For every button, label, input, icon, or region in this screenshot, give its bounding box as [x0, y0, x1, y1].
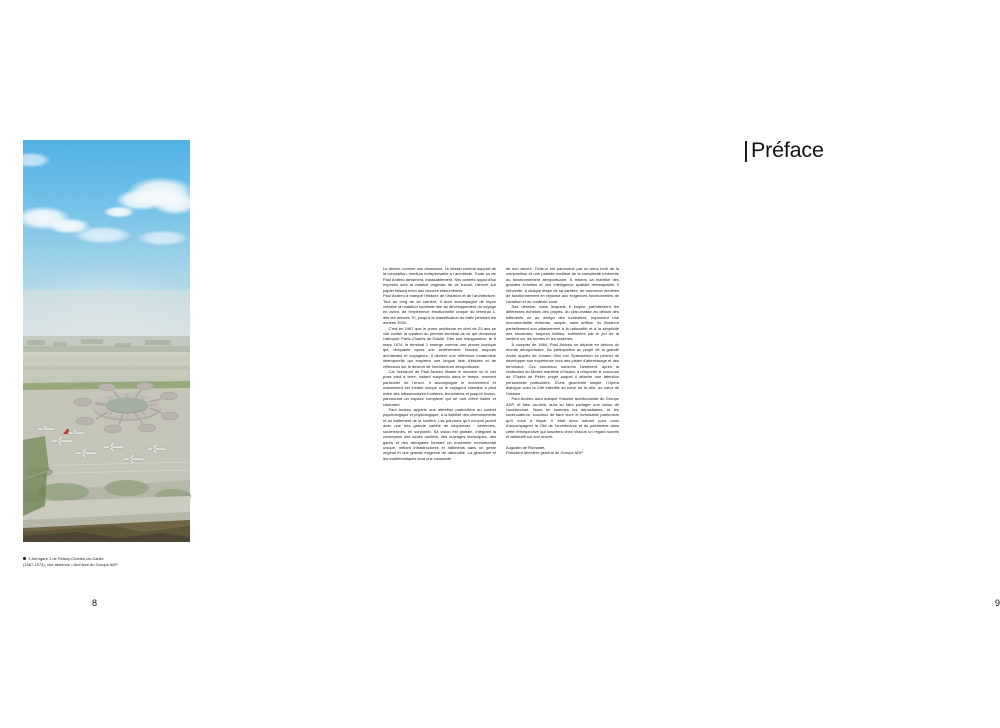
figure-caption [23, 556, 213, 567]
paragraph: Paul Andreu apporte une attention particulière au confort psychologique et physiologique, à la lisibilité des cheminements et au traitement de la lumière. Les parcours qu'il conçoit jouent avec une très grande variété de séquences : aériennes, souterraines, en surplomb. Sa vision est globale, intégrant la conception des accès routiers, des ouvrages techniques, des gares et des aérogares formant un ensemble monumental unique, mêlant infrastructures et bâtiments dans un geste original et une grande exigence de rationalité. La géométrie et les mathématiques sont une constante [383, 406, 496, 461]
page-title-text: Préface [751, 138, 824, 162]
title-rule-icon [745, 141, 747, 162]
aerial-photo-image [23, 140, 190, 542]
caption-bullet-icon [23, 557, 26, 560]
page-title [745, 138, 824, 162]
paragraph: C'est en 1967 que le jeune architecte en chef de 29 ans se voit confier la création du premier terminal de ce qui deviendra l'aéroport Paris-Charles-de-Gaulle. Dès son inauguration, le 8 mars 1974, le terminal 1 émerge comme une œuvre iconique qui, cinquante après son achèvement, fascine toujours architectes et voyageurs. Il devient une référence moderniste intemporelle qui inspirera une longue liste d'études et de réflexions sur le devenir de l'architecture aéroportuaire. [383, 325, 496, 369]
paragraph: Car l'aéroport de Paul Andreu illustre le moment où le ciel pose pied à terre, instant suspendu dans le temps, moment particulier de l'envol. Il accompagne le mouvement et notamment cet instant unique où le voyageur chemine à pied entre des infrastructures routières, ferroviaires et jusqu'à l'avion, parcourant un espace complexe qui se doit d'être lisible et rassurant. [383, 369, 496, 407]
page-number-left: 8 [92, 598, 98, 608]
text-column-2 [506, 266, 619, 461]
caption-text-1: 2 Aérogare 1 de Roissy-Charles-de-Gaulle [28, 556, 104, 561]
paragraph: de son œuvre. Celle-ci est parcourue par un sens inné de la composition et une parfaite maîtrise de la complexité inhérente au fonctionnement aéroportuaire. À travers sa maîtrise des grandes échelles et une intelligence spatiale remarquable, il réinvente, à chaque étape de sa carrière, de nouveaux modèles de fonctionnement en réponse aux exigences fonctionnelles de l'aviation et au contexte local. [506, 266, 619, 304]
text-column-1 [383, 266, 496, 461]
caption-text-2: (1967-1974), vue aérienne • Archives du Groupe ADP [23, 561, 118, 567]
aerial-photograph-figure [23, 140, 190, 542]
paragraph: Le dessin, comme une obsession. Le dessin comme support de la conception, medium indispensable à l'architecte. Toute sa vie Paul Andreu dessinera, inlassablement. Ses carnets aujourd'hui exposés sont la matrice originale de ce travail, l'œuvre sur papier faisant écho aux œuvres elles-mêmes. [383, 266, 496, 293]
paragraph: À compter de 1984, Paul Andreu se déploie en dehors du monde aéroportuaire. Sa participation au projet de la grande Arche auprès de Johann Otto von Spreckelsen lui permet de développer son expérience hors des pistes d'atterrissage et des terminaux. Ces nouveaux horizons l'amènent, après la réalisation du Musée maritime d'Osaka, à remporter le concours de l'Opéra de Pékin, projet auquel il attache une attention personnelle particulière. D'une géométrie simple, l'Opéra dialogue avec la Cité interdite au cœur de la ville, au cœur de l'histoire. [506, 341, 619, 396]
page-number-right: 9 [995, 598, 1000, 608]
left-page [0, 0, 364, 728]
paragraph: Paul Andreu aura marqué l'histoire architecturale du Groupe ADP, et bien au-delà, aura su faire partager une vision de l'architecture. Nous en sommes les dépositaires, et les continuateurs, soucieux de faire vivre le formidable patrimoine qu'il nous a légué. Il était donc naturel pour nous d'accompagner la Cité de l'architecture et du patrimoine dans cette rétrospective qui suscitera chez chacun un regard surpris et admiratif sur son œuvre. [506, 396, 619, 440]
signature-name: Augustin de Romanet, [506, 444, 546, 450]
preface-body [383, 266, 619, 461]
signature-title: Président directeur général du Groupe ADP [506, 450, 583, 456]
paragraph: Paul Andreu a marqué l'histoire de l'aviation et de l'architecture. Tout au long de sa carrière, il aura accompagné de façon créative la mutation sociétale liée au développement du voyage en avion, de l'expérience émotionnelle unique du terminal 1, dès les années 70, jusqu'à la massification du trafic pendant les années 2000. [383, 293, 496, 326]
paragraph: Ses dessins, dans lesquels il inspire parfaitement les différentes échelles des projets, du plan-masse au dessin des bâtiments ou au design des luminaires, façonnent une monumentalité évidente, simple, sans artifice. Ils illustrent partiellement son attachement à la rationalité et à la simplicité des structures, toujours lisibles, sublimées par le jeu de la lumière sur les formes et les matières. [506, 303, 619, 342]
